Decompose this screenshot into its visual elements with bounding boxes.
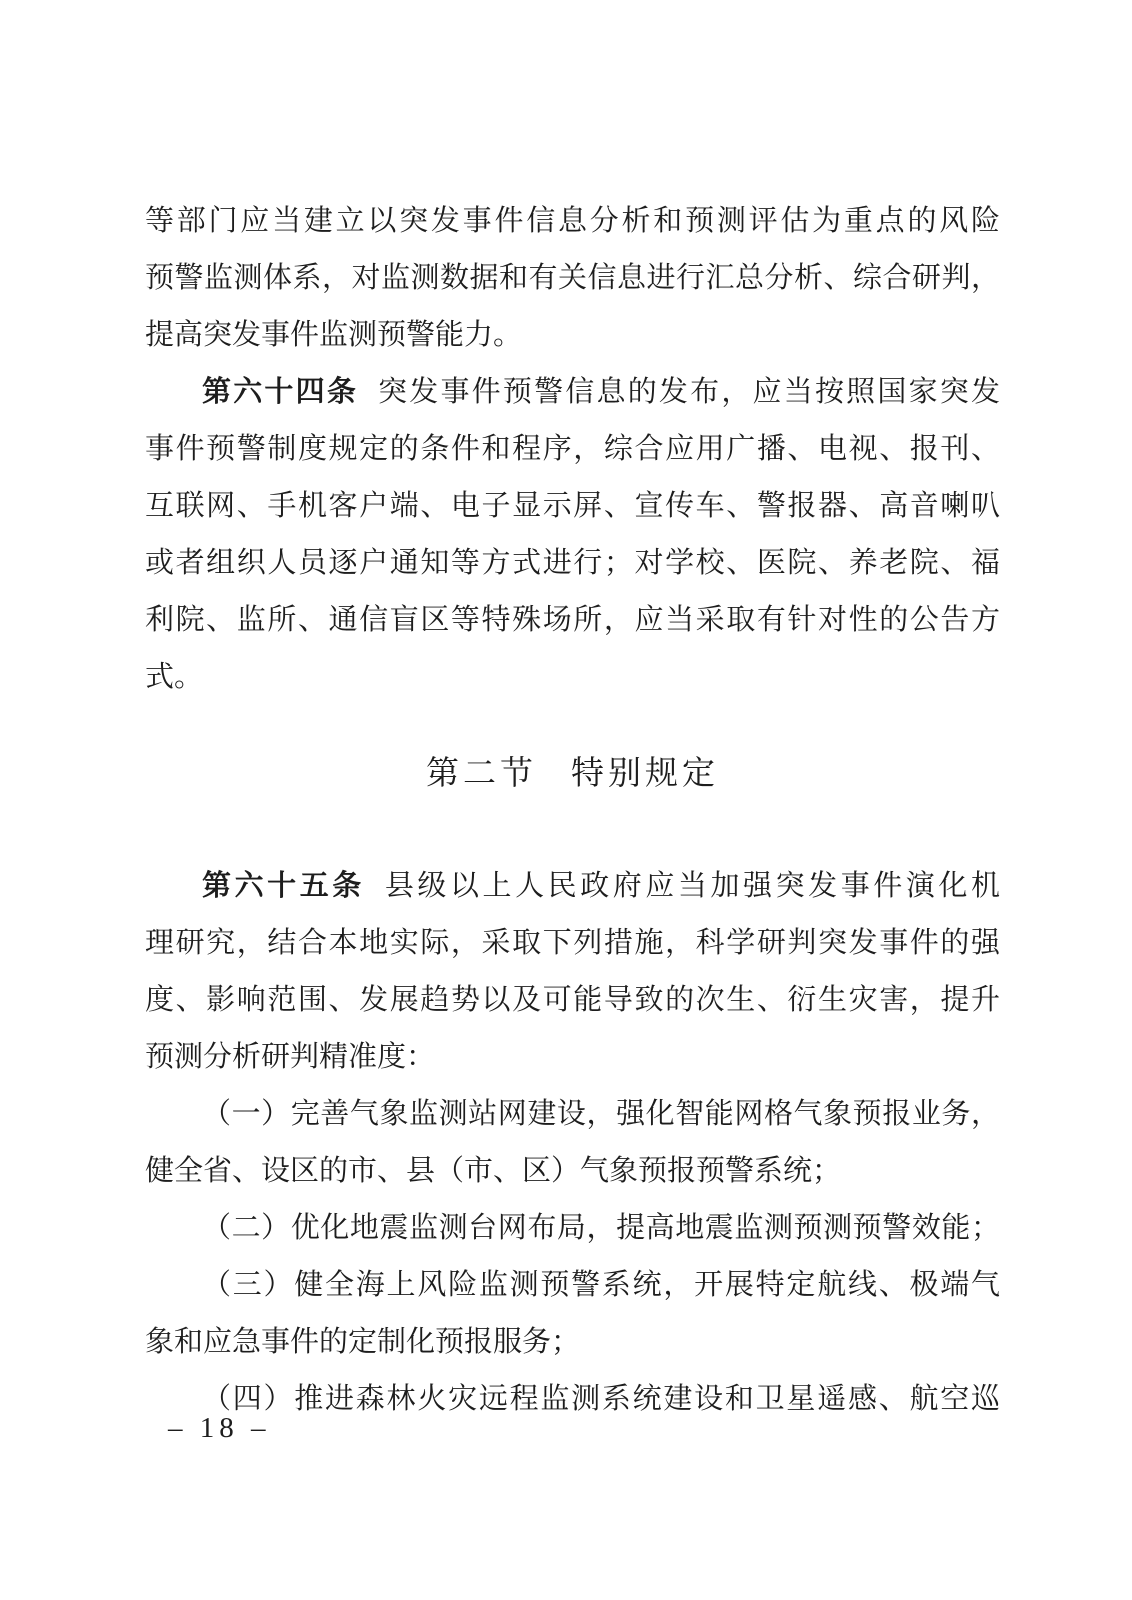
paragraph-article-65 [145, 858, 1000, 1086]
text-line [145, 858, 1000, 915]
text-line: （四）推进森林火灾远程监测系统建设和卫星遥感、航空巡 [202, 1383, 1000, 1415]
text-line: 健全省、设区的市、县（市、区）气象预报预警系统； [145, 1155, 842, 1187]
text-line: 提高突发事件监测预警能力。 [145, 319, 523, 351]
paragraph-risk-monitoring-continuation [145, 193, 1000, 364]
text-line: （一）完善气象监测站网建设，强化智能网格气象预报业务， [202, 1098, 1000, 1130]
section-heading [145, 746, 1000, 803]
text-line: 理研究，结合本地实际，采取下列措施，科学研判突发事件的强 [145, 927, 1000, 959]
paragraph-item-1 [145, 1086, 1000, 1200]
text-line: （三）健全海上风险监测预警系统，开展特定航线、极端气 [202, 1269, 1000, 1301]
section-number: 第二节 [426, 756, 537, 792]
text-line: 象和应急事件的定制化预报服务； [145, 1326, 581, 1358]
section-title: 特别规定 [571, 756, 719, 792]
text-line: 或者组织人员逐户通知等方式进行；对学校、医院、养老院、福 [145, 547, 1000, 579]
text-line: 互联网、手机客户端、电子显示屏、宣传车、警报器、高音喇叭 [145, 490, 1000, 522]
text-line: （二）优化地震监测台网布局，提高地震监测预测预警效能； [202, 1212, 1000, 1244]
text-line [145, 364, 1000, 421]
article-number-label: 第六十五条 [202, 870, 365, 902]
text-line: 事件预警制度规定的条件和程序，综合应用广播、电视、报刊、 [145, 433, 1000, 465]
text-line: 利院、监所、通信盲区等特殊场所，应当采取有针对性的公告方 [145, 604, 1000, 636]
article-lead-text: 县级以上人民政府应当加强突发事件演化机 [384, 870, 1000, 902]
paragraph-item-2 [145, 1200, 1000, 1257]
article-lead-text: 突发事件预警信息的发布，应当按照国家突发 [378, 376, 1000, 408]
text-line: 预测分析研判精准度： [145, 1041, 436, 1073]
text-line: 度、影响范围、发展趋势以及可能导致的次生、衍生灾害，提升 [145, 984, 1000, 1016]
document-content [145, 193, 1000, 1428]
text-line: 式。 [145, 661, 204, 693]
page-number: – 18 – [168, 1412, 271, 1444]
article-number-label: 第六十四条 [202, 376, 359, 408]
text-line: 预警监测体系，对监测数据和有关信息进行汇总分析、综合研判， [145, 262, 1000, 294]
paragraph-item-3 [145, 1257, 1000, 1371]
text-line: 等部门应当建立以突发事件信息分析和预测评估为重点的风险 [145, 205, 1000, 237]
paragraph-article-64 [145, 364, 1000, 706]
paragraph-item-4 [145, 1371, 1000, 1428]
